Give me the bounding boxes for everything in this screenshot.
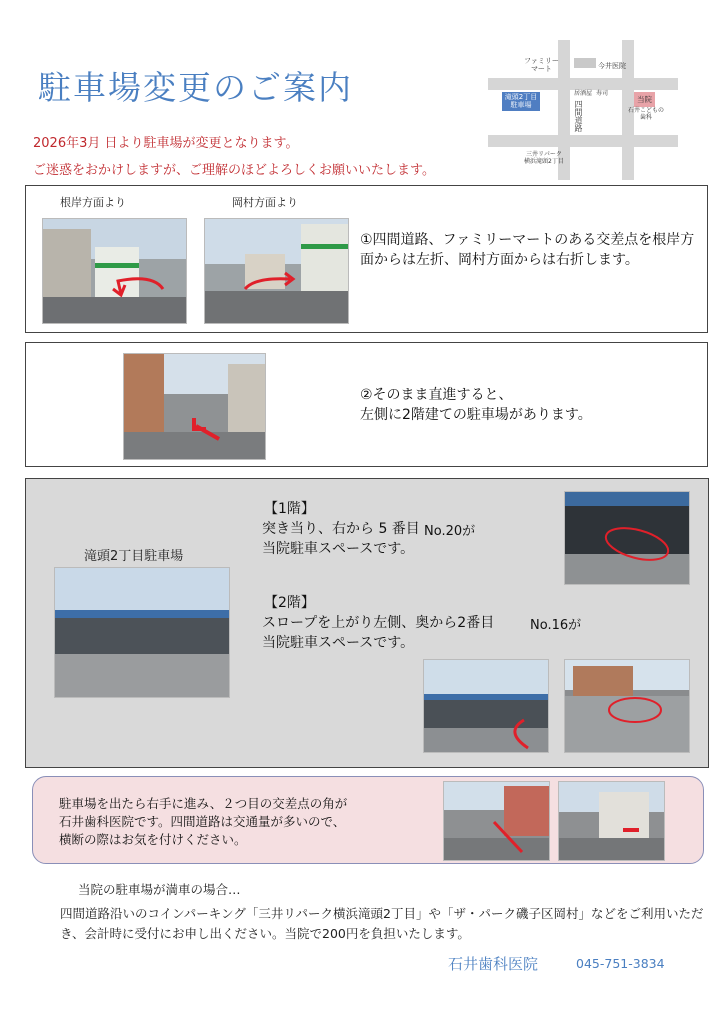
map-parking-box: 滝頭2丁目 駐車場 — [502, 92, 540, 111]
photo-floor1-space — [564, 491, 690, 585]
photo-negishi-direction — [42, 218, 187, 324]
exit-line-2: 石井歯科医院です。四間道路は交通量が多いので、 — [59, 814, 346, 829]
page-title: 駐車場変更のご案内 — [38, 68, 353, 107]
map-shop-1: 居酒屋 — [574, 90, 593, 97]
photo-okamura-direction — [204, 218, 349, 324]
map-road-horizontal-2 — [488, 135, 678, 147]
exit-directions-text — [59, 795, 347, 849]
map-road-horizontal — [488, 78, 678, 90]
notice-date: 2026年3月 日より駐車場が変更となります。 — [33, 136, 299, 151]
exit-line-1: 駐車場を出たら右手に進み、２つ目の交差点の角が — [59, 796, 348, 811]
map-building — [574, 58, 596, 68]
map-shop-2: 寿司 — [596, 90, 609, 97]
photo-straight-road — [123, 353, 266, 460]
photo-ramp — [423, 659, 549, 753]
full-heading: 当院の駐車場が満車の場合… — [78, 882, 241, 897]
full-body: 四間道路沿いのコインパーキング「三井リパーク横浜滝頭2丁目」や「ザ・パーク磯子区岡村」などをご利用いただき、会計時に受付にお申し出ください。当院で200円を負担いたします。 — [60, 906, 704, 941]
map-kids-clinic-label: 石井こどもの 歯科 — [628, 107, 665, 121]
step2-panel — [25, 342, 708, 467]
notice-apology: ご迷惑をおかけしますが、ご理解のほどよろしくお願いいたします。 — [33, 163, 435, 178]
photo-floor2-space — [564, 659, 690, 753]
exit-directions-panel — [32, 776, 704, 864]
map-family-mart-label: ファミリー マート — [524, 57, 559, 74]
step2-text-line1: ②そのまま直進すると、 — [360, 387, 513, 403]
parking-lot-name: 滝頭2丁目駐車場 — [84, 549, 184, 564]
exit-line-3: 横断の際はお気を付けください。 — [59, 832, 247, 847]
floor2-line1: スロープを上がり左側、奥から2番目 — [262, 615, 495, 631]
floor2-space-number: No.16が — [530, 618, 582, 633]
floor1-line1: 突き当り、右から 5 番目 — [262, 521, 420, 537]
photo-clinic-corner — [558, 781, 665, 861]
floor2-line2: 当院駐車スペースです。 — [262, 635, 415, 651]
map-road-name: 四間道路 — [574, 100, 583, 132]
step1-panel — [25, 185, 708, 333]
map-imai-clinic-label: 今井医院 — [598, 62, 626, 70]
clinic-phone: 045-751-3834 — [576, 956, 665, 971]
photo-exit-road — [443, 781, 550, 861]
clinic-name: 石井歯科医院 — [448, 955, 539, 973]
floor1-heading: 【1階】 — [264, 501, 315, 517]
step1-caption-okamura: 岡村方面より — [232, 196, 298, 209]
location-map — [488, 40, 678, 180]
map-coin-parking-label: 三井リパーク 横浜滝頭2丁目 — [524, 151, 564, 165]
map-clinic-box: 当院 — [634, 92, 655, 107]
parking-floors-panel — [25, 478, 709, 768]
step1-text: ①四間道路、ファミリーマートのある交差点を根岸方面からは左折、岡村方面からは右折します。 — [360, 232, 695, 268]
floor1-space-number: No.20が — [424, 524, 476, 539]
floor1-line2: 当院駐車スペースです。 — [262, 541, 415, 557]
photo-parking-lot — [54, 567, 230, 698]
floor2-heading: 【2階】 — [264, 595, 315, 611]
step1-caption-negishi: 根岸方面より — [60, 196, 126, 209]
step2-text-line2: 左側に2階建ての駐車場があります。 — [360, 407, 592, 423]
